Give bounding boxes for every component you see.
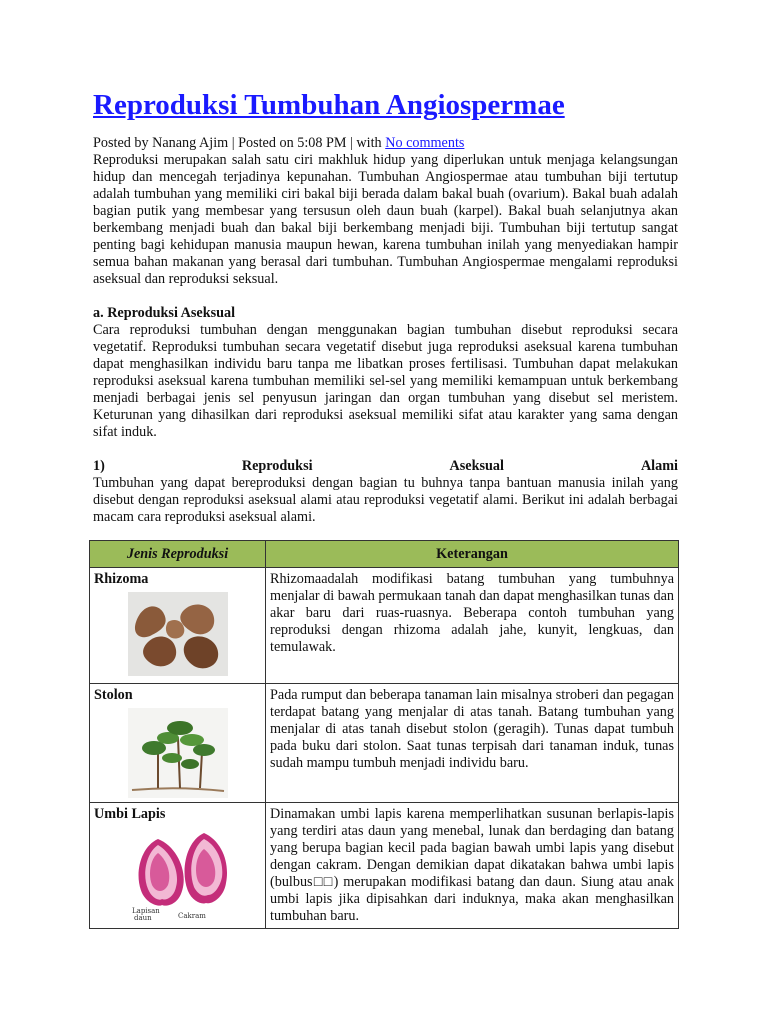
table-cell-desc: Dinamakan umbi lapis karena memperlihatkan susunan berlapis-lapis yang terdiri atas daun yang menebal, lunak dan berdaging dan batang yang berupa bagian kecil pada bagian bawah umbi lapis yang disebut dengan cakram. Dengan demikian dapat dikatakan bahwa umbi lapis (bulbus□□) merupakan modifikasi batang dan daun. Siung atau anak umbi lapis jika dipisahkan dari induknya, maka akan menghasilkan tumbuhan baru.: [266, 803, 679, 929]
table-header-row: [90, 541, 679, 568]
article: [93, 86, 678, 526]
sub-paragraph: Tumbuhan yang dapat bereproduksi dengan bagian tu buhnya tanpa bantuan manusia inilah yang disebut dengan reproduksi aseksual alami atau reproduksi vegetatif alami. Berikut ini adalah berbagai macam cara reproduksi aseksual alami.: [93, 475, 678, 525]
onion-label-cakram: Cakram: [178, 912, 206, 920]
row-label-rhizoma: Rhizoma: [94, 571, 149, 587]
table-row: [90, 684, 679, 803]
post-meta: [93, 135, 678, 152]
rhizoma-image: [128, 592, 261, 676]
sub-heading-word-3: Alami: [640, 458, 678, 474]
reproduction-table: [89, 540, 679, 929]
table-cell-desc: Rhizomaadalah modifikasi batang tumbuhan yang tumbuhnya menjalar di bawah permukaan tanah dan dapat menghasilkan tunas dan akar baru dari ruas-ruasnya. Beberapa contoh tumbuhan yang reproduksi dengan rhizoma adalah jahe, kunyit, lengkuas, dan temulawak.: [266, 568, 679, 684]
onion-label-lapisan: Lapisan: [132, 907, 160, 915]
table-header-jenis: Jenis Reproduksi: [90, 541, 266, 568]
sub-heading-word-1: Reproduksi: [241, 458, 313, 474]
post-meta-text: Posted by Nanang Ajim | Posted on 5:08 PM | with: [93, 135, 386, 151]
stolon-image: [128, 708, 261, 798]
table-row: [90, 803, 679, 929]
comments-link[interactable]: No comments: [385, 135, 465, 151]
section-a-paragraph: Cara reproduksi tumbuhan dengan menggunakan bagian tumbuhan disebut reproduksi secara vegetatif. Reproduksi tumbuhan secara vegetatif disebut juga reproduksi aseksual karena tumbuhan dapat menghasilkan individu baru tanpa me libatkan proses fertilisasi. Tumbuhan dapat melakukan reproduksi aseksual karena tumbuhan memiliki sel-sel yang memiliki kemampuan untuk berkembang menjadi berbagai jenis sel penyusun jaringan dan organ tumbuhan yang disebut sel meristem. Keturunan yang dihasilkan dari reproduksi aseksual memiliki sifat atau karakter yang sama dengan sifat induk.: [93, 322, 678, 440]
sub-heading-number: 1): [93, 458, 105, 474]
sub-heading-word-2: Aseksual: [449, 458, 504, 474]
row-label-stolon: Stolon: [94, 687, 133, 703]
table-cell-type: [90, 684, 266, 803]
onion-label-daun: daun: [134, 914, 152, 921]
table-cell-type: [90, 568, 266, 684]
table-cell-desc: Pada rumput dan beberapa tanaman lain misalnya stroberi dan pegagan terdapat batang yang menjalar di atas tanah. Batang tumbuhan yang menjalar di atas tanah disebut stolon (geragih). Tunas dapat tumbuh pada buku dari stolon. Saat tunas terpisah dari tanaman induk, tunas sudah mampu tumbuh menjadi individu baru.: [266, 684, 679, 803]
onion-image: [132, 827, 261, 921]
section-a-title: a. Reproduksi Aseksual: [93, 305, 236, 321]
sub-heading: [93, 458, 678, 475]
table-row: [90, 568, 679, 684]
table-header-keterangan: Keterangan: [266, 541, 679, 568]
row-label-umbi-lapis: Umbi Lapis: [94, 806, 166, 822]
article-title[interactable]: Reproduksi Tumbuhan Angiospermae: [93, 89, 565, 121]
intro-paragraph: Reproduksi merupakan salah satu ciri makhluk hidup yang diperlukan untuk menjaga kelangsungan hidup dan mencegah terjadinya kepunahan. Tumbuhan Angiospermae atau tumbuhan biji tertutup adalah tumbuhan yang memiliki ciri bakal biji berada dalam bakal buah (ovarium). Bakal buah adalah bagian putik yang membesar yang tersusun oleh daun buah (karpel). Bakal buah selanjutnya akan berkembang menjadi buah dan bakal biji berkembang menjadi biji. Tumbuhan biji tertutup sangat penting bagi kehidupan manusia maupun hewan, karena tumbuhan inilah yang menyediakan hampir semua bahan makanan yang berasal dari tumbuhan. Tumbuhan Angiospermae mengalami reproduksi aseksual dan reproduksi seksual.: [93, 152, 678, 287]
table-cell-type: [90, 803, 266, 929]
